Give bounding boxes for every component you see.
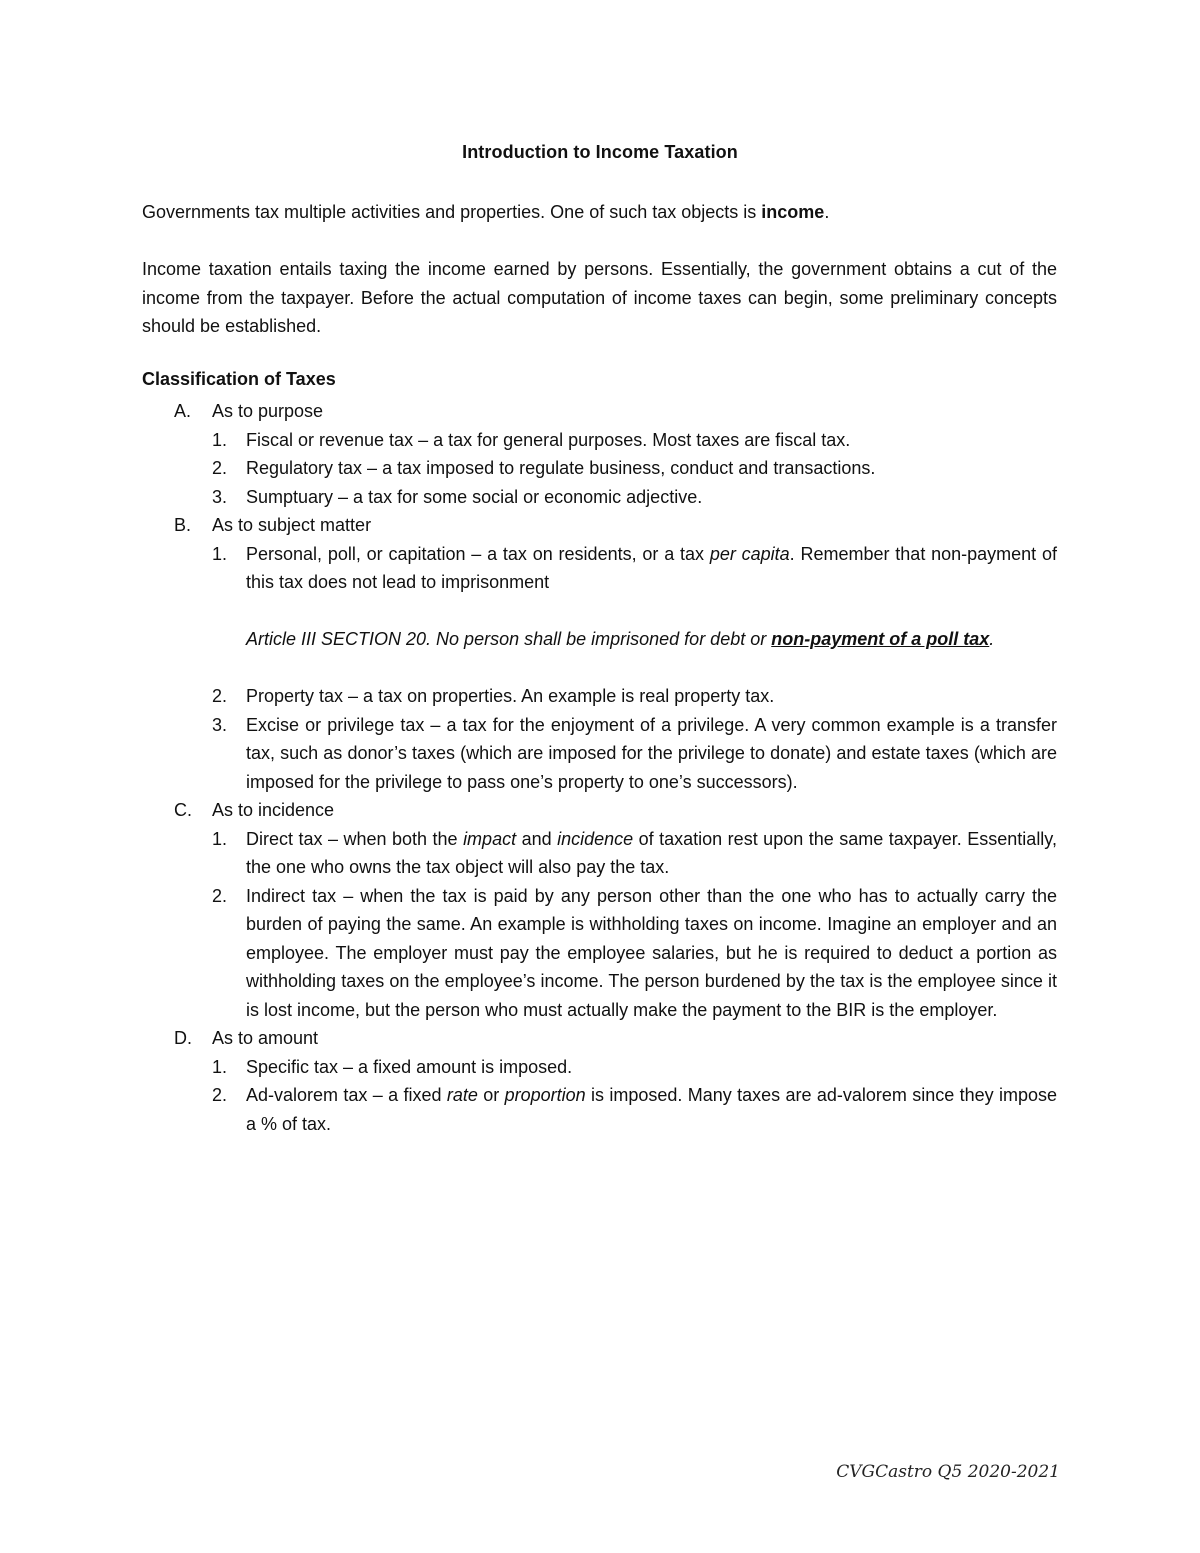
item-number: 3.: [212, 714, 228, 735]
section-label: As to subject matter: [212, 515, 372, 535]
item-text-part: Ad-valorem tax – a fixed: [246, 1085, 447, 1105]
section-label: As to purpose: [212, 401, 324, 421]
proportion-term: proportion: [504, 1085, 586, 1105]
quote-emphasis: non-payment of a poll tax: [771, 629, 990, 649]
list-item: [142, 882, 1057, 1025]
list-item: [142, 483, 1057, 512]
section-label: As to amount: [212, 1028, 319, 1048]
section-marker: A.: [174, 401, 192, 421]
section-amount: [142, 1024, 1057, 1053]
list-item: [142, 540, 1057, 597]
intro-text: Governments tax multiple activities and properties. One of such tax objects is: [142, 202, 762, 222]
section-incidence: [142, 796, 1057, 825]
item-number: 2.: [212, 458, 228, 478]
list-item: [142, 1081, 1057, 1138]
intro-paragraph-2: Income taxation entails taxing the income earned by persons. Essentially, the government obtains a cut of the income from the taxpayer. Before the actual computation of income taxes can begin, some preliminary concepts should be established.: [142, 259, 1057, 336]
section-purpose: [142, 397, 1057, 426]
section-label: As to incidence: [212, 800, 335, 820]
item-text: [246, 825, 1057, 882]
list-item: [142, 1053, 1057, 1082]
item-number: 1.: [212, 429, 228, 450]
item-text-part: and: [516, 828, 558, 849]
classification-list: [142, 397, 1057, 1138]
section-marker: D.: [174, 1028, 192, 1048]
intro-paragraph-1: [142, 198, 1057, 227]
item-text-part: . Remember that non-payment of this tax does not lead to imprisonment: [246, 543, 1057, 592]
list-item: [142, 426, 1057, 455]
item-text: Property tax – a tax on properties. An example is real property tax.: [246, 686, 775, 706]
item-number: 2.: [212, 1085, 228, 1105]
item-text: Regulatory tax – a tax imposed to regulate business, conduct and transactions.: [246, 458, 876, 478]
per-capita-term: per capita: [709, 543, 790, 564]
rate-term: rate: [446, 1085, 478, 1105]
item-text-part: Direct tax – when both the: [246, 828, 464, 849]
quote-end: .: [989, 629, 995, 649]
income-term: income: [761, 202, 825, 222]
page-title: Introduction to Income Taxation: [462, 142, 738, 162]
incidence-term: incidence: [557, 828, 634, 849]
item-number: 2.: [212, 686, 228, 706]
item-text-part: is imposed. Many taxes are ad-valorem since they impose a % of tax.: [246, 1085, 1058, 1134]
item-text: Excise or privilege tax – a tax for the enjoyment of a privilege. A very common example is a transfer tax, such as donor’s taxes (which are imposed for the privilege to donate) and estate taxes (which are imposed for the privilege to pass one’s property to one’s successors).: [246, 714, 1057, 792]
constitution-quote: [142, 625, 1057, 654]
item-text-part: or: [477, 1085, 505, 1105]
intro-period: .: [824, 202, 830, 222]
item-text: Fiscal or revenue tax – a tax for general purposes. Most taxes are fiscal tax.: [246, 429, 851, 450]
item-number: 1.: [212, 543, 228, 564]
item-text: Sumptuary – a tax for some social or economic adjective.: [246, 486, 703, 507]
item-text: Indirect tax – when the tax is paid by any person other than the one who has to actually carry the burden of paying the same. An example is withholding taxes on income. Imagine an employer and an employee. The employer must pay the employee salaries, but he is required to deduct a portion as withholding taxes on the employee’s income. The person burdened by the tax is the employee since it is lost income, but the person who must actually make the payment to the BIR is the employer.: [246, 885, 1057, 1020]
list-item: [142, 711, 1057, 797]
item-number: 2.: [212, 885, 228, 906]
section-marker: B.: [174, 515, 192, 535]
quote-text: Article III SECTION 20. No person shall be imprisoned for debt or: [246, 629, 772, 649]
impact-term: impact: [463, 828, 517, 849]
item-text: [246, 1081, 1057, 1138]
list-item: [142, 682, 1057, 711]
item-number: 3.: [212, 486, 228, 507]
item-number: 1.: [212, 1056, 228, 1077]
item-text-part: of taxation rest upon the same taxpayer. Essentially, the one who owns the tax object will also pay the tax.: [246, 828, 1057, 877]
section-subject-matter: [142, 511, 1057, 540]
item-number: 1.: [212, 828, 228, 849]
item-text-part: Personal, poll, or capitation – a tax on residents, or a tax: [246, 543, 710, 564]
list-item: [142, 454, 1057, 483]
list-item: [142, 825, 1057, 882]
item-text: Specific tax – a fixed amount is imposed.: [246, 1056, 573, 1077]
classification-heading: Classification of Taxes: [142, 369, 336, 389]
item-text: [246, 540, 1057, 597]
section-marker: C.: [174, 800, 192, 820]
author-footer: CVGCastro Q5 2020-2021: [836, 1462, 1060, 1482]
